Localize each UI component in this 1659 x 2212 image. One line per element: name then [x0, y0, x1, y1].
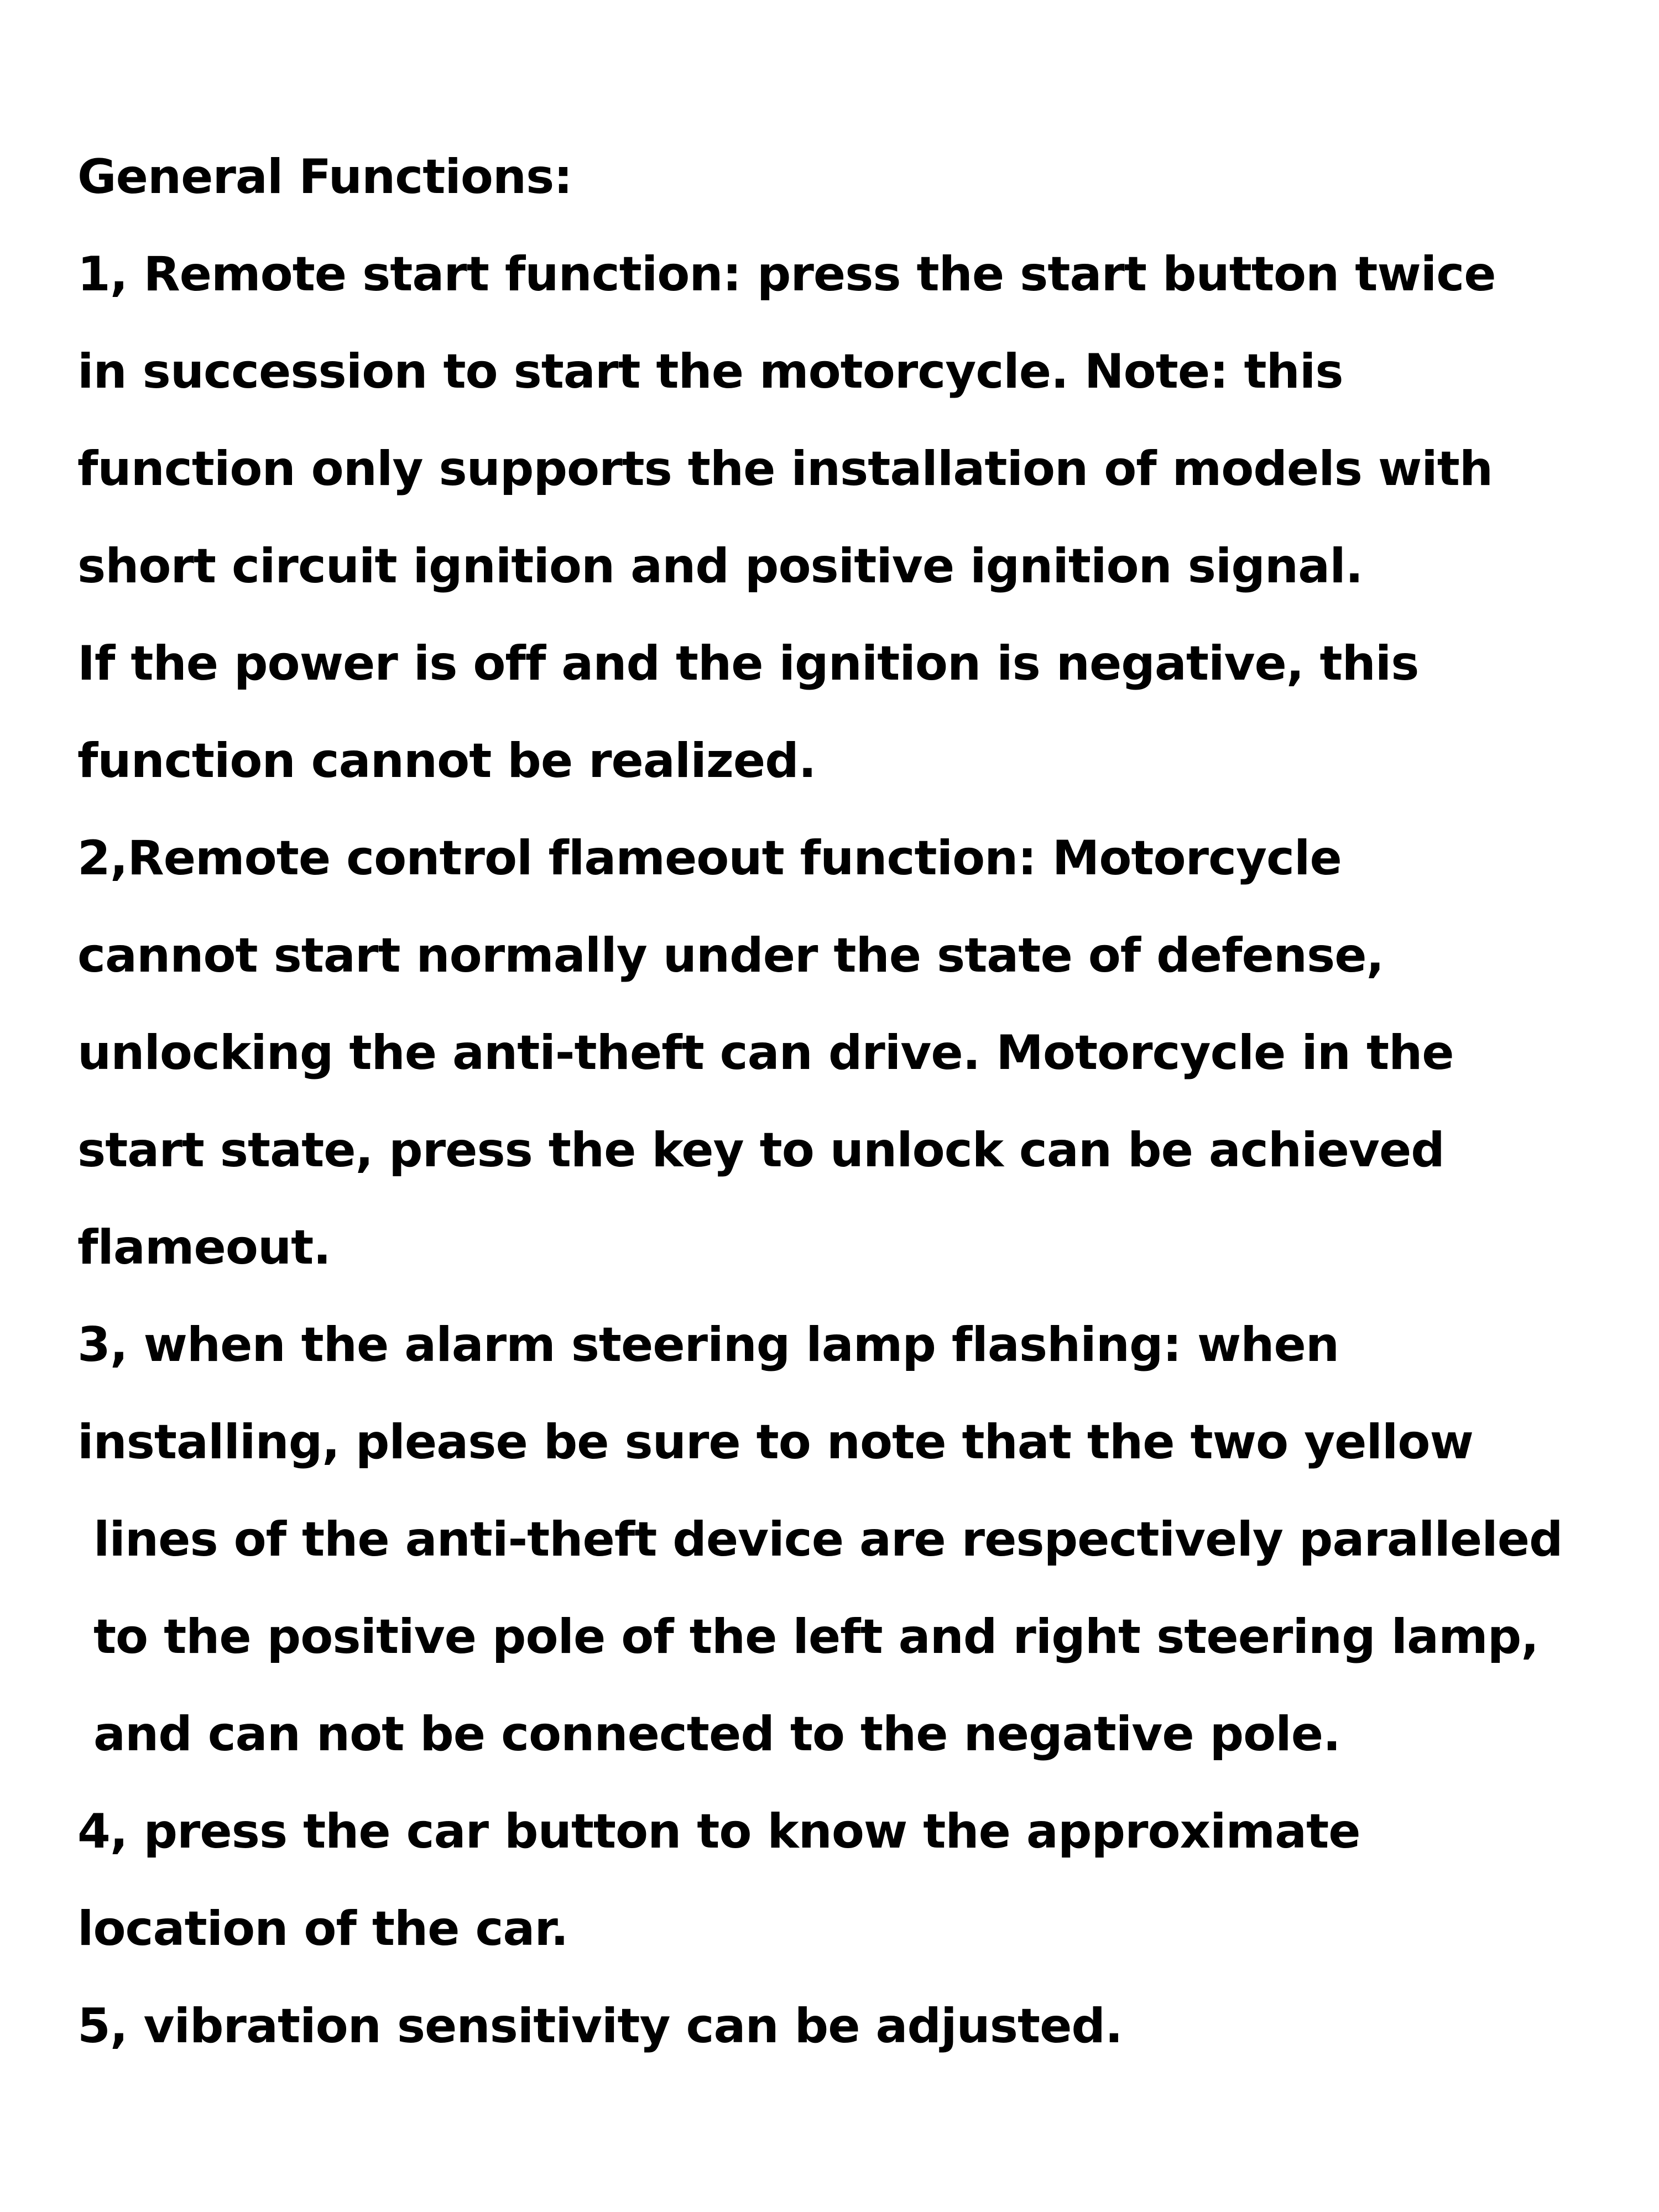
text-line: installing, please be sure to note that the two yellow: [77, 1415, 1473, 1470]
text-line: start state, press the key to unlock can be achieved: [77, 1123, 1444, 1178]
text-line: function only supports the installation of models with: [77, 441, 1493, 497]
functions-text-block: [77, 128, 1637, 2075]
text-line: 2,Remote control flameout function: Motorcycle: [77, 831, 1342, 886]
text-line: to the positive pole of the left and right steering lamp,: [77, 1609, 1539, 1665]
text-line: and can not be connected to the negative pole.: [77, 1707, 1340, 1762]
text-line: flameout.: [77, 1220, 331, 1275]
text-line: 5, vibration sensitivity can be adjusted.: [77, 1999, 1123, 2054]
text-line: 3, when the alarm steering lamp flashing: when: [77, 1317, 1339, 1373]
text-line: function cannot be realized.: [77, 733, 816, 789]
heading-general-functions: General Functions:: [77, 149, 572, 205]
text-line: unlocking the anti-theft can drive. Motorcycle in the: [77, 1025, 1454, 1081]
text-line: If the power is off and the ignition is negative, this: [77, 636, 1419, 691]
text-line: cannot start normally under the state of defense,: [77, 928, 1384, 983]
text-line: lines of the anti-theft device are respectively paralleled: [77, 1512, 1563, 1567]
text-line: location of the car.: [77, 1901, 568, 1957]
text-line: short circuit ignition and positive ignition signal.: [77, 539, 1363, 594]
text-line: 4, press the car button to know the approximate: [77, 1804, 1360, 1859]
text-line: in succession to start the motorcycle. Note: this: [77, 344, 1343, 399]
text-line: 1, Remote start function: press the start button twice: [77, 247, 1496, 302]
